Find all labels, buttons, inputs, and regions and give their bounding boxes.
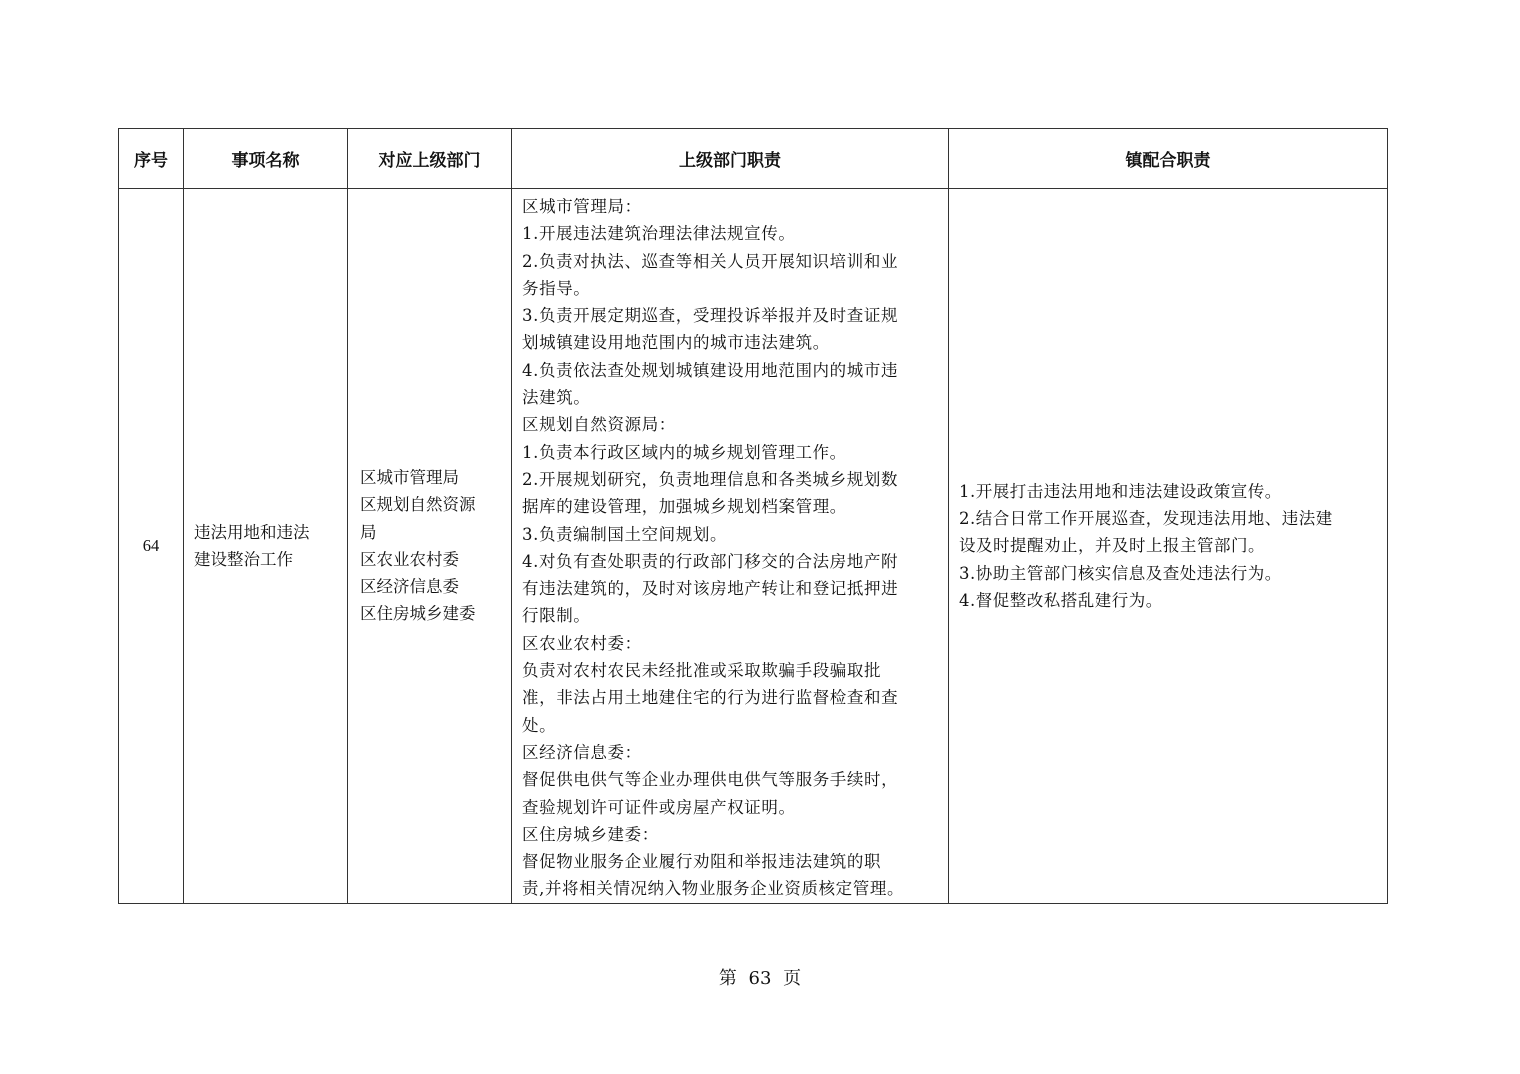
duty-line: 督促供电供气等企业办理供电供气等服务手续时， — [522, 770, 899, 790]
duty-line: 法建筑。 — [522, 388, 591, 408]
dept-line: 局 — [360, 522, 377, 542]
table-row — [119, 189, 1388, 904]
town-duty-cell — [949, 189, 1388, 904]
town-duty-line: 4.督促整改私搭乱建行为。 — [959, 590, 1163, 610]
item-name-line: 违法用地和违法 — [194, 522, 310, 542]
duty-line: 务指导。 — [522, 278, 591, 298]
dept-line: 区城市管理局 — [360, 467, 459, 487]
header-upper-dept-duty: 上级部门职责 — [512, 129, 949, 189]
duty-line: 处。 — [522, 715, 557, 735]
header-town-duty: 镇配合职责 — [949, 129, 1388, 189]
duty-line: 责,并将相关情况纳入物业服务企业资质核定管理。 — [522, 879, 905, 899]
dept-line: 区经济信息委 — [360, 577, 459, 597]
duty-line: 负责对农村农民未经批准或采取欺骗手段骗取批 — [522, 661, 882, 681]
header-item-name: 事项名称 — [184, 129, 348, 189]
duty-line: 区城市管理局： — [522, 197, 642, 216]
duty-line: 行限制。 — [522, 606, 591, 626]
town-duty-line: 1.开展打击违法用地和违法建设政策宣传。 — [959, 481, 1282, 501]
duty-line: 查验规划许可证件或房屋产权证明。 — [522, 797, 796, 817]
header-upper-dept: 对应上级部门 — [348, 129, 512, 189]
duty-line: 4.对负有查处职责的行政部门移交的合法房地产附 — [522, 551, 899, 571]
header-seq: 序号 — [119, 129, 184, 189]
duty-line: 3.负责编制国土空间规划。 — [522, 524, 728, 544]
item-name-line: 建设整治工作 — [194, 549, 293, 569]
duty-line: 准，非法占用土地建住宅的行为进行监督检查和查 — [522, 688, 899, 708]
duty-line: 3.负责开展定期巡查，受理投诉举报并及时查证规 — [522, 306, 899, 326]
duty-line: 2.负责对执法、巡查等相关人员开展知识培训和业 — [522, 251, 899, 271]
duty-line: 4.负责依法查处规划城镇建设用地范围内的城市违 — [522, 360, 899, 380]
duty-line: 区农业农村委： — [522, 633, 642, 653]
duty-line: 督促物业服务企业履行劝阻和举报违法建筑的职 — [522, 852, 882, 872]
duty-line: 1.开展违法建筑治理法律法规宣传。 — [522, 224, 796, 244]
duty-line: 划城镇建设用地范围内的城市违法建筑。 — [522, 333, 830, 353]
duty-line: 区住房城乡建委： — [522, 824, 659, 844]
item-name-cell — [184, 189, 348, 904]
dept-line: 区农业农村委 — [360, 549, 459, 569]
row-number: 64 — [119, 189, 184, 904]
dept-line: 区住房城乡建委 — [360, 604, 476, 624]
header-row — [119, 129, 1388, 189]
upper-dept-duty-cell — [512, 189, 949, 904]
dept-line: 区规划自然资源 — [360, 495, 476, 515]
town-duty-line: 设及时提醒劝止，并及时上报主管部门。 — [959, 536, 1265, 556]
duty-line: 2.开展规划研究，负责地理信息和各类城乡规划数 — [522, 469, 899, 489]
responsibility-table — [118, 128, 1388, 904]
duty-line: 区规划自然资源局： — [522, 415, 676, 435]
duty-line: 据库的建设管理，加强城乡规划档案管理。 — [522, 497, 847, 517]
town-duty-line: 3.协助主管部门核实信息及查处违法行为。 — [959, 563, 1282, 583]
duty-line: 1.负责本行政区域内的城乡规划管理工作。 — [522, 442, 847, 462]
duty-line: 有违法建筑的，及时对该房地产转让和登记抵押进 — [522, 579, 899, 599]
duty-line: 区经济信息委： — [522, 742, 642, 762]
town-duty-line: 2.结合日常工作开展巡查，发现违法用地、违法建 — [959, 508, 1333, 528]
upper-dept-cell — [348, 189, 512, 904]
page-number: 第 63 页 — [718, 968, 802, 989]
